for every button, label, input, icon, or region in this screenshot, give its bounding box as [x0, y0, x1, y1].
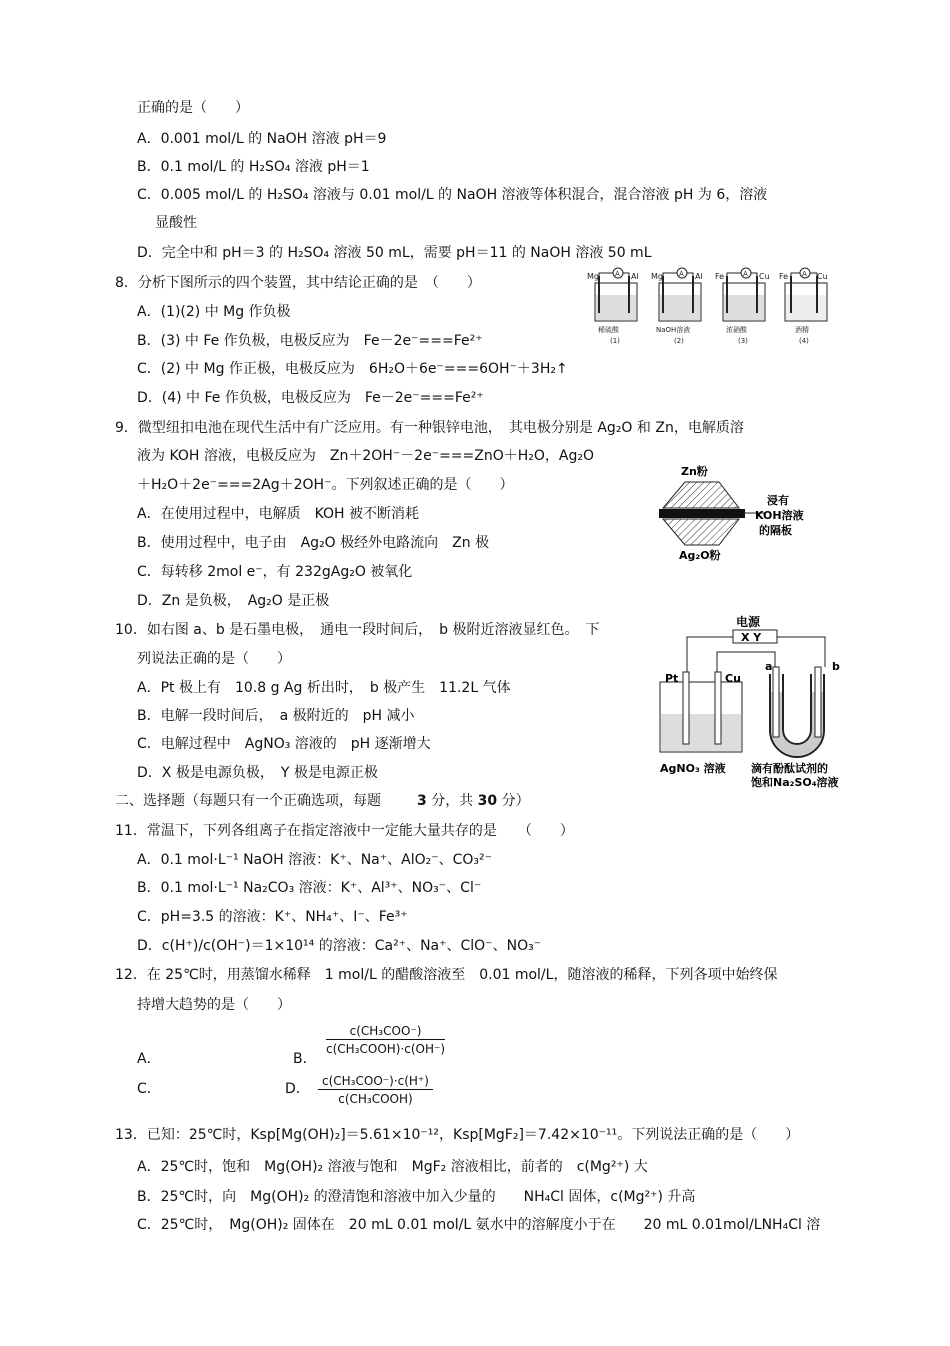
- q10-a-label: a: [765, 660, 773, 673]
- q8-meter-label: A: [615, 270, 620, 278]
- q10-b-label: b: [832, 660, 840, 673]
- q12-option-b-denominator: c(CH₃COOH)·c(OH⁻): [326, 1042, 446, 1056]
- q8-electrode-label: Mg: [651, 272, 663, 281]
- q8-apparatus-1: [587, 268, 639, 345]
- q9-stem-line-1: 9．微型纽扣电池在现代生活中有广泛应用。有一种银锌电池， 其电极分别是 Ag₂O 和 Zn，电解质溶: [115, 420, 744, 436]
- q7-option-a: A．0.001 mol/L 的 NaOH 溶液 pH＝9: [137, 131, 387, 147]
- q8-electrode-label: Cu: [817, 272, 828, 281]
- q9-battery-figure: [655, 460, 855, 565]
- q12-option-c: C．: [137, 1081, 161, 1097]
- q8-option-c: C．(2) 中 Mg 作正极，电极反应为 6H₂O＋6e⁻===6OH⁻＋3H₂↑: [137, 361, 568, 377]
- q8-meter-label: A: [802, 270, 807, 278]
- q12-option-b-numerator: c(CH₃COO⁻): [326, 1024, 445, 1040]
- section-2-total: 30: [477, 793, 498, 809]
- q11-option-a: A．0.1 mol·L⁻¹ NaOH 溶液：K⁺、Na⁺、AlO₂⁻、CO₃²⁻: [137, 852, 493, 868]
- q8-solution-label: 浓硝酸: [726, 326, 747, 334]
- q8-apparatus-4: [779, 268, 828, 345]
- q10-option-c: C．电解过程中 AgNO₃ 溶液的 pH 逐渐增大: [137, 736, 431, 752]
- q8-option-b: B．(3) 中 Fe 作负极，电极反应为 Fe－2e⁻===Fe²⁺: [137, 333, 483, 349]
- q12-stem-line-2: 持增大趋势的是（ ）: [137, 997, 291, 1013]
- section-2-suffix: 分）: [501, 793, 530, 809]
- q9-side-label-3: 的隔板: [759, 524, 792, 537]
- q10-power-label: 电源: [736, 615, 761, 629]
- q11-option-c: C．pH=3.5 的溶液：K⁺、NH₄⁺、I⁻、Fe³⁺: [137, 909, 408, 925]
- q8-electrode-label: Mg: [587, 272, 599, 281]
- q13-option-a: A．25℃时，饱和 Mg(OH)₂ 溶液与饱和 MgF₂ 溶液相比，前者的 c(Mg²⁺) 大: [137, 1159, 648, 1175]
- q8-electrode-label: Al: [695, 272, 703, 281]
- q11-option-b: B．0.1 mol·L⁻¹ Na₂CO₃ 溶液：K⁺、Al³⁺、NO₃⁻、Cl⁻: [137, 880, 482, 896]
- q8-option-d: D．(4) 中 Fe 作负极，电极反应为 Fe－2e⁻===Fe²⁺: [137, 390, 484, 406]
- q10-stem-line-2: 列说法正确的是（ ）: [137, 651, 291, 667]
- q10-option-d: D．X 极是电源负极， Y 极是电源正极: [137, 765, 378, 781]
- q7-option-c-cont: 显酸性: [155, 215, 197, 231]
- q12-option-a: A．: [137, 1051, 161, 1067]
- q13-option-c: C．25℃时， Mg(OH)₂ 固体在 20 mL 0.01 mol/L 氨水中的溶解度小于在 20 mL 0.01mol/LNH₄Cl 溶: [137, 1217, 821, 1233]
- q8-electrode-label: Fe: [779, 272, 789, 281]
- q7-stem: 正确的是（ ）: [137, 100, 249, 116]
- q10-option-a: A．Pt 极上有 10.8 g Ag 析出时， b 极产生 11.2L 气体: [137, 680, 511, 696]
- section-2-prefix: 二、选择题（每题只有一个正确选项，每题: [115, 793, 381, 809]
- q8-solution-label: NaOH溶液: [656, 326, 691, 334]
- section-2-mid: 分，共: [431, 793, 474, 809]
- q10-right-solution-label-1: 滴有酚酞试剂的: [751, 762, 828, 775]
- q7-option-d: D．完全中和 pH＝3 的 H₂SO₄ 溶液 50 mL，需要 pH＝11 的 NaOH 溶液 50 mL: [137, 245, 652, 261]
- q10-electrolysis-figure: [655, 612, 870, 790]
- q8-number-label: (2): [674, 337, 684, 345]
- q12-option-d-numerator: c(CH₃COO⁻)·c(H⁺): [318, 1074, 433, 1090]
- q8-apparatus-3: [715, 268, 770, 345]
- q11-stem: 11．常温下，下列各组离子在指定溶液中一定能大量共存的是 （ ）: [115, 823, 574, 839]
- q9-option-b: B．使用过程中，电子由 Ag₂O 极经外电路流向 Zn 极: [137, 535, 490, 551]
- q8-option-a: A．(1)(2) 中 Mg 作负极: [137, 304, 291, 320]
- q9-side-label-1: 浸有: [767, 494, 789, 507]
- q10-left-solution-label: AgNO₃ 溶液: [660, 762, 726, 775]
- q8-apparatus-2: [651, 268, 703, 345]
- q10-option-b: B．电解一段时间后， a 极附近的 pH 减小: [137, 708, 415, 724]
- q8-electrode-label: Fe: [715, 272, 725, 281]
- q8-electrode-label: Al: [631, 272, 639, 281]
- q10-stem-line-1: 10．如右图 a、b 是石墨电极， 通电一段时间后， b 极附近溶液显红色。 下: [115, 622, 600, 638]
- q12-option-d: D．: [285, 1081, 310, 1097]
- q10-xy-label: X Y: [741, 631, 762, 644]
- q10-cu-label: Cu: [725, 672, 741, 685]
- q9-stem-line-3: ＋H₂O＋2e⁻===2Ag＋2OH⁻。下列叙述正确的是（ ）: [137, 477, 514, 493]
- q9-stem-line-2: 液为 KOH 溶液，电极反应为 Zn＋2OH⁻－2e⁻===ZnO＋H₂O，Ag₂O: [137, 448, 595, 464]
- q10-pt-label: Pt: [665, 672, 679, 685]
- q12-option-b-fraction: [326, 1024, 445, 1056]
- q12-stem-line-1: 12．在 25℃时，用蒸馏水稀释 1 mol/L 的醋酸溶液至 0.01 mol/L，随溶液的稀释，下列各项中始终保: [115, 967, 778, 983]
- q9-ag2o-label: Ag₂O粉: [679, 549, 721, 562]
- q12-option-d-denominator: c(CH₃COOH): [338, 1092, 413, 1106]
- q7-option-b: B．0.1 mol/L 的 H₂SO₄ 溶液 pH＝1: [137, 159, 370, 175]
- q7-option-c: C．0.005 mol/L 的 H₂SO₄ 溶液与 0.01 mol/L 的 NaOH 溶液等体积混合，混合溶液 pH 为 6，溶液: [137, 187, 768, 203]
- q9-option-a: A．在使用过程中，电解质 KOH 被不断消耗: [137, 506, 419, 522]
- q8-figure: [585, 265, 835, 347]
- q11-option-d: D．c(H⁺)/c(OH⁻)＝1×10¹⁴ 的溶液：Ca²⁺、Na⁺、ClO⁻、NO₃⁻: [137, 938, 542, 954]
- q9-option-d: D．Zn 是负极， Ag₂O 是正极: [137, 593, 330, 609]
- q8-stem: 8．分析下图所示的四个装置，其中结论正确的是 （ ）: [115, 275, 481, 291]
- q8-solution-label: 酒精: [795, 326, 809, 334]
- q8-meter-label: A: [679, 270, 684, 278]
- q13-option-b: B．25℃时，向 Mg(OH)₂ 的澄清饱和溶液中加入少量的 NH₄Cl 固体，c(Mg²⁺) 升高: [137, 1189, 696, 1205]
- q13-stem: 13．已知：25℃时，Ksp[Mg(OH)₂]＝5.61×10⁻¹²，Ksp[MgF₂]＝7.42×10⁻¹¹。下列说法正确的是（ ）: [115, 1127, 800, 1143]
- q8-solution-label: 稀硫酸: [598, 326, 619, 334]
- q12-option-d-fraction: [318, 1074, 433, 1106]
- q12-option-b: B．: [293, 1051, 317, 1067]
- q9-option-c: C．每转移 2mol e⁻，有 232gAg₂O 被氧化: [137, 564, 413, 580]
- section-2-score: 3: [417, 793, 427, 809]
- q9-zn-label: Zn粉: [681, 465, 708, 478]
- q9-side-label-2: KOH溶液: [755, 509, 804, 522]
- q8-number-label: (1): [610, 337, 620, 345]
- q8-number-label: (3): [738, 337, 748, 345]
- section-2-heading: [115, 792, 530, 810]
- q8-number-label: (4): [799, 337, 809, 345]
- q8-meter-label: A: [743, 270, 748, 278]
- q10-right-solution-label-2: 饱和Na₂SO₄溶液: [751, 776, 839, 789]
- q8-electrode-label: Cu: [759, 272, 770, 281]
